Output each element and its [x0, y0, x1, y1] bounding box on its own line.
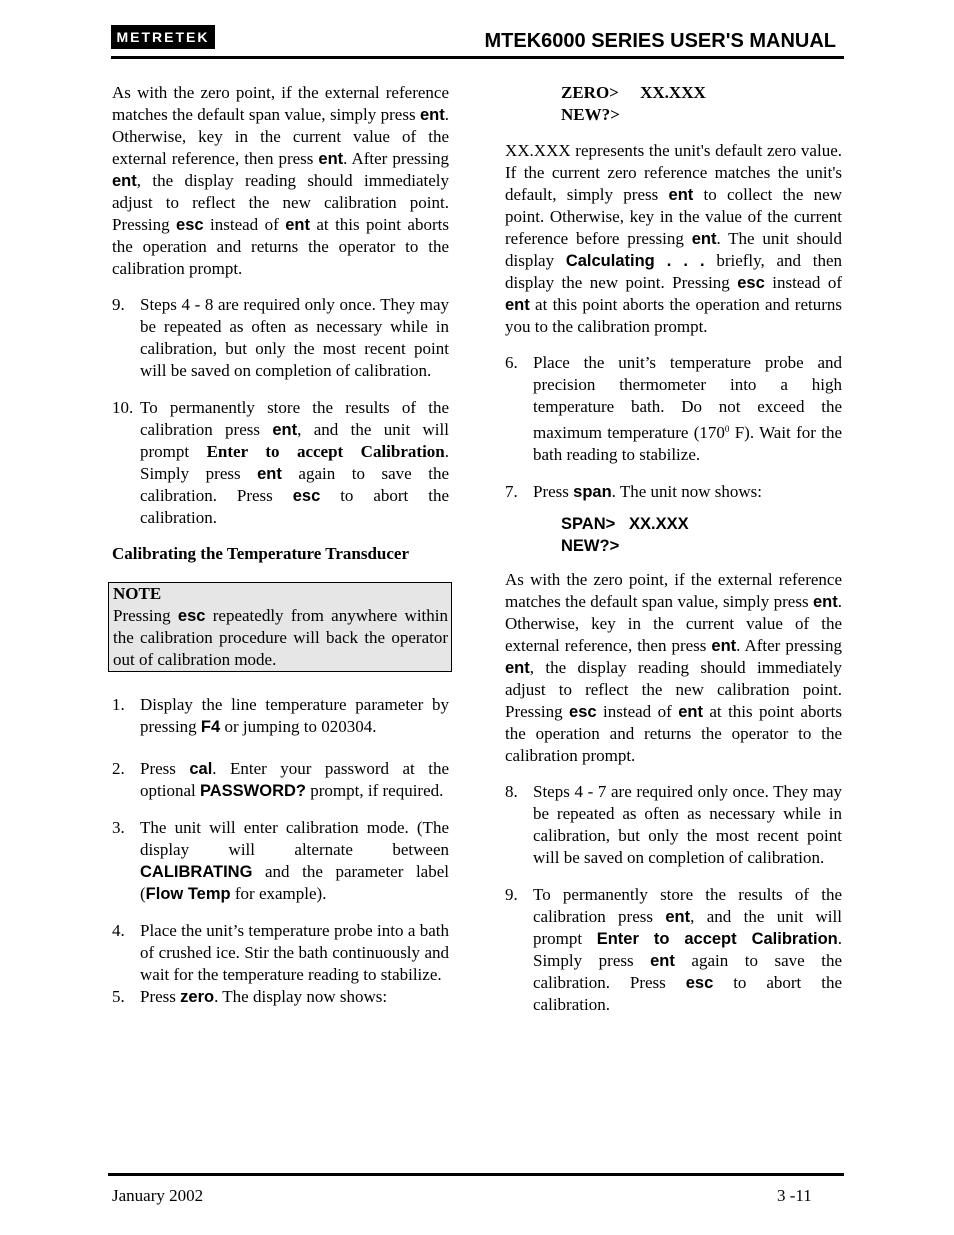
key-esc: esc [737, 274, 765, 292]
key-ent: ent [420, 106, 445, 124]
list-item-9: 9. Steps 4 - 8 are required only once. They may be repeated as often as necessary while in calibration, but only the most recent point will be saved on completion of calibration. [112, 295, 449, 380]
span-paragraph: As with the zero point, if the external reference matches the default span value, simply press ent. Otherwise, key in the current value of the external reference, then press ent. After pressing ent, the display reading should immediately adjust to reflect the new calibration point. Pressing esc instead of ent at this point aborts the operation and returns the operator to the calibration prompt. [505, 570, 842, 765]
step-5: 5. Press zero. The display now shows: [112, 987, 388, 1006]
step-1: 1. Display the line temperature parameter by pressing F4 or jumping to 020304. [112, 695, 449, 736]
key-esc: esc [292, 487, 321, 505]
key-ent: ent [813, 593, 838, 611]
zero-display [561, 82, 842, 126]
right-column [505, 82, 842, 1016]
key-ent: ent [650, 952, 675, 970]
key-ent: ent [505, 296, 530, 314]
new-prompt: NEW?> [561, 537, 620, 555]
key-ent: ent [318, 150, 344, 168]
note-box: NOTE Pressing esc repeatedly from anywhere within the calibration procedure will back the operator out of calibration mode. [108, 582, 452, 672]
key-esc: esc [685, 974, 714, 992]
key-ent: ent [665, 908, 691, 926]
prompt-text: Enter to accept Calibration [596, 930, 838, 948]
step-6: 6. Place the unit’s temperature probe and precision thermometer into a high temperature bath. Do not exceed the maximum temperature ($170^0$ F). Wait for the bath reading to stabilize. [505, 353, 842, 464]
page-number: 3 -11 [777, 1186, 812, 1205]
footer-rule [108, 1173, 844, 1176]
key-ent: ent [285, 216, 310, 234]
span-intro-paragraph: As with the zero point, if the external reference matches the default span value, simply press ent. Otherwise, key in the current value of the external reference, then press ent. After pressing ent, the display reading should immediately adjust to reflect the new calibration point. Pressing esc instead of ent at this point aborts the operation and returns the operator to the calibration prompt. [112, 83, 449, 278]
new-prompt: NEW?> [561, 105, 620, 124]
left-column [112, 82, 449, 1008]
key-esc: esc [177, 607, 206, 625]
key-zero: zero [180, 988, 215, 1006]
footer-date: January 2002 [112, 1186, 204, 1205]
zero-value: XX.XXX [640, 83, 706, 102]
step-2: 2. Press cal. Enter your password at the optional PASSWORD? prompt, if required. [112, 759, 449, 800]
calibrating-label: CALIBRATING [140, 863, 253, 881]
step-9: 9. To permanently store the results of the calibration press ent, and the unit will prompt Enter to accept Calibration. Simply press ent again to save the calibration. Press esc to abort the calibration. [505, 885, 843, 1014]
step-3: 3. The unit will enter calibration mode. (The display will alternate between CALIBRATING and the parameter label (Flow Temp for example). [112, 818, 449, 903]
key-esc: esc [569, 703, 597, 721]
key-f4: F4 [200, 718, 221, 736]
note-title: NOTE [113, 584, 162, 603]
key-ent: ent [112, 172, 137, 190]
key-ent: ent [678, 703, 703, 721]
key-ent: ent [505, 659, 530, 677]
list-item-10: 10. To permanently store the results of the calibration press ent, and the unit will prompt Enter to accept Calibration. Simply press ent again to save the calibration. Press esc to abort the calibration. [112, 398, 450, 527]
key-ent: ent [668, 186, 694, 204]
key-ent: ent [691, 230, 717, 248]
zero-label: ZERO> [561, 83, 619, 102]
step-8: 8. Steps 4 - 7 are required only once. They may be repeated as often as necessary while in calibration, but only the most recent point will be saved on completion of calibration. [505, 782, 842, 867]
span-value: XX.XXX [629, 515, 689, 533]
zero-paragraph: XX.XXX represents the unit's default zero value. If the current zero reference matches the unit's default, simply press ent to collect the new point. Otherwise, key in the value of the current reference before pressing ent. The unit should display Calculating . . . briefly, and then display the new point. Pressing esc instead of ent at this point aborts the operation and returns you to the calibration prompt. [505, 141, 843, 336]
metretek-logo: METRETEK [111, 25, 215, 49]
span-display [561, 513, 842, 557]
key-span: span [573, 483, 612, 501]
step-7: 7. Press span. The unit now shows: [505, 482, 762, 501]
key-cal: cal [189, 760, 213, 778]
key-ent: ent [711, 637, 737, 655]
manual-title: MTEK6000 SERIES USER'S MANUAL [484, 30, 836, 52]
key-ent: ent [257, 465, 282, 483]
password-prompt: PASSWORD? [199, 782, 306, 800]
key-ent: ent [272, 421, 298, 439]
header-rule [111, 56, 844, 59]
section-heading: Calibrating the Temperature Transducer [112, 544, 410, 563]
flow-temp-label: Flow Temp [145, 885, 231, 903]
step-4: 4. Place the unit’s temperature probe into a bath of crushed ice. Stir the bath continuously and wait for the temperature reading to stabilize. [112, 921, 449, 984]
prompt-text: Enter to accept Calibration [206, 442, 445, 461]
span-label: SPAN> [561, 515, 616, 533]
calculating-label: Calculating . . . [565, 252, 705, 270]
key-esc: esc [176, 216, 204, 234]
